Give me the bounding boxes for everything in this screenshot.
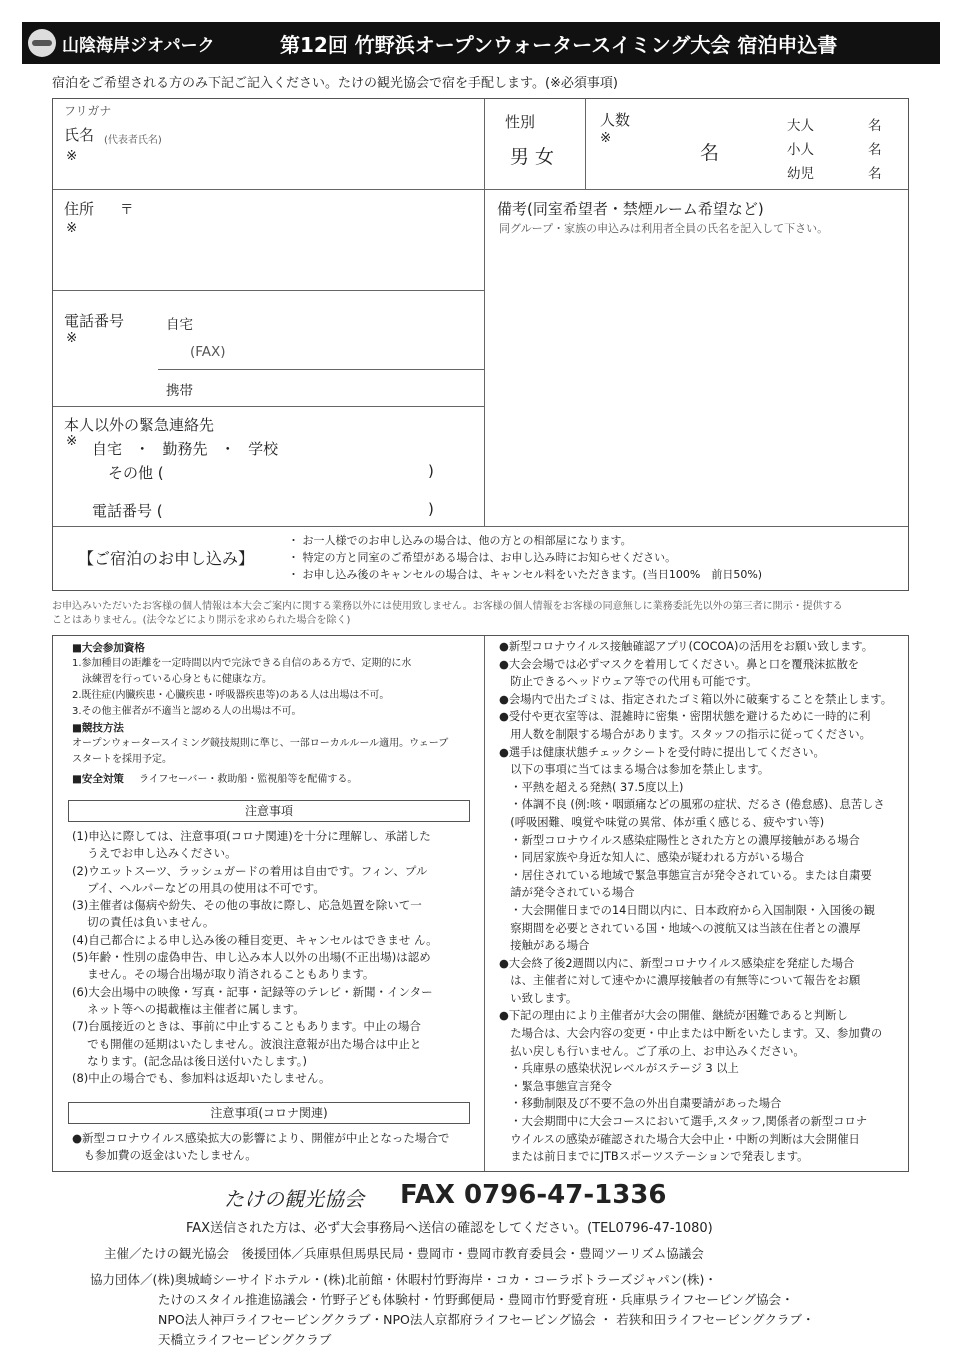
competition-list [72,736,477,768]
rule-line: ・平熱を超える発熱( 37.5度以上) [499,780,684,794]
geopark-name: 山陰海岸ジオパーク [62,36,215,56]
infant-unit: 名 [868,166,882,182]
privacy-line: ことはありません。(法令などにより開示を求められた場合を除く) [52,615,351,626]
phone-label: 電話番号 [64,312,125,330]
coop-line: 協力団体／(株)奥城崎シーサイドホテル・(株)北前館・休暇村竹野海岸・コカ・コーラボトラーズジャパン(株)・ [90,1272,717,1287]
rule-line: ・体調不良 (例:咳・咽頭痛などの風邪の症状、だるさ (倦怠感)、息苦しさ [499,798,885,812]
rule-line: ・兵庫県の感染状況レベルがステージ 3 以上 [499,1062,739,1076]
emergency-options[interactable]: 自宅 ・ 勤務先 ・ 学校 [92,440,279,458]
privacy-line: お申込みいただいたお客様の個人情報は本大会ご案内に関する業務以外には使用致しません。お客様の個人情報をお客様の同意無しに業務委託先以外の第三者に開示・提供する [52,601,843,612]
home-phone-label: 自宅 [166,317,193,333]
rule-line: 2.既往症(内臓疾患・心臓疾患・呼吸器疾患等)のある人は出場は不可。 [72,690,390,701]
divider [484,99,485,527]
caution-line: なります。(記念品は後日送付いたします。) [72,1053,308,1068]
caution-line: (2)ウエットスーツ、ラッシュガードの着用は自由です。フィン、プル [72,863,428,878]
name-label: 氏名 [64,126,95,144]
left-rules [72,640,477,788]
safety-title: ■安全対策 [72,773,124,785]
rule-line: 1.参加種目の距離を一定時間以内で完泳できる自信のある方で、定期的に水 [72,658,412,669]
competition-title: ■競技方法 [72,722,124,734]
other-label: その他 ( [108,464,164,482]
caution-line: (3)主催者は傷病や紛失、その他の事故に際し、応急処置を除いて一 [72,898,422,913]
organizer-line: 主催／たけの観光協会 後援団体／兵庫県但馬県民局・豊岡市・豊岡市教育委員会・豊岡ツーリズム協議会 [104,1246,704,1261]
postal-mark: 〒 [120,202,134,218]
stay-note: ・ 特定の方と同室のご希望がある場合は、お申し込み時にお知らせください。 [288,551,677,564]
rule-line: た場合は、大会内容の変更・中止または中断をいたします。又、参加費の [499,1027,883,1041]
caution-line: ません。その場合出場が取り消されることもあります。 [72,967,375,982]
required-mark: ※ [66,433,78,449]
safety-row [72,768,477,788]
divider [53,526,908,527]
emergency-label: 本人以外の緊急連絡先 [64,416,215,434]
remarks-label: 備考(同室希望者・禁煙ルーム希望など) [497,200,764,218]
coop-line: たけのスタイル推進協議会・竹野子ども体験村・竹野郵便局・豊岡市竹野愛育班・兵庫県ライフセービング協会・ [158,1292,794,1307]
rule-line: ・移動制限及び不要不急の外出自粛要請があった場合 [499,1097,782,1111]
fax-number: FAX 0796-47-1336 [400,1180,667,1210]
rule-line: ●新型コロナウイルス接触確認アプリ(COCOA)の活用をお願い致します。 [499,640,874,653]
remarks-note: 同グループ・家族の申込みは利用者全員の氏名を記入して下さい。 [499,222,829,235]
people-label: 人数 [600,111,631,129]
address-field[interactable] [140,196,476,282]
rule-line: オープンウォータースイミング競技規則に準じ、一部ローカルルール適用。ウェーブ [72,738,449,749]
caution-line: ブイ、ヘルパーなどの用具の使用は不可です。 [72,880,325,895]
emergency-phone-label: 電話番号 ( [92,502,163,520]
caution-line: (7)台風接近のときは、事前に中止することもあります。中止の場合 [72,1019,421,1034]
coop-line: NPO法人神戸ライフセービングクラブ・NPO法人京都府ライフセービング協会 ・ 若狭和田ライフセービングクラブ・ [158,1312,815,1327]
rule-line: ・居住されている地域で緊急事態宣言が発令されている。または自粛要 [499,868,872,882]
right-rules [499,638,903,1166]
rule-line: 用人数を制限する場合があります。スタッフの指示に従ってください。 [499,727,871,741]
rule-line: 3.その他主催者が不適当と認める人の出場は不可。 [72,706,302,717]
geopark-logo-icon [28,29,56,57]
caution-list [72,828,477,1087]
rule-line: ●会場内で出たゴミは、指定されたゴミ箱以外に破棄することを禁止します。 [499,692,893,706]
rule-line: スタートを採用予定。 [72,754,172,765]
rule-line: ●受付や更衣室等は、混雑時に密集・密閉状態を避けるために一時的に利 [499,710,871,724]
adult-unit: 名 [868,118,882,134]
required-mark: ※ [66,148,78,164]
child-unit: 名 [868,142,882,158]
furigana-label: フリガナ [64,104,112,118]
stay-label: 【ご宿泊のお申し込み】 [78,549,255,568]
stay-note: ・ お申し込み後のキャンセルの場合は、キャンセル料をいただきます。(当日100% 前日50%) [288,568,763,581]
rule-line: ●大会会場では必ずマスクを着用してください。鼻と口を覆飛沫拡散を [499,657,860,671]
rule-line: ・同居家族や身近な知人に、感染が疑われる方がいる場合 [499,851,805,865]
divider [53,290,485,291]
rule-line: ・新型コロナウイルス感染症陽性とされた方との濃厚接触がある場合 [499,833,860,847]
caution-title: 注意事項 [68,800,470,822]
caution-line: でも開催の延期はいたしません。波浪注意報が出た場合は中止と [72,1036,422,1051]
coop-list [90,1270,815,1350]
rule-line: 以下の事項に当てはまる場合は参加を禁止します。 [499,763,770,777]
rule-line: は、主催者に対して速やかに濃厚接触者の有無等について報告をお願 [499,974,861,988]
address-label: 住所 [64,200,95,218]
stay-notes [288,532,762,583]
gender-label: 性別 [505,113,536,131]
remarks-field[interactable] [492,240,900,520]
rule-line: ウイルスの感染が確認された場合大会中止・中断の判断は大会開催日 [499,1132,860,1146]
privacy-notice [52,600,843,628]
safety-text: ライフセーバー・救助船・監視船等を配備する。 [139,774,358,785]
rule-line: ・大会期間中に大会コースにおいて選手,スタッフ,関係者の新型コロナ [499,1115,868,1129]
divider [53,189,908,190]
mobile-field[interactable] [220,372,475,402]
other-close-paren: ) [428,462,434,480]
adult-label: 大人 [787,118,814,134]
rule-line: ●大会終了後2週間以内に、新型コロナウイルス感染症を発症した場合 [499,956,855,970]
caution-line: (6)大会出場中の映像・写真・記事・記録等のテレビ・新聞・インター [72,984,433,999]
caution-line: 切の責任は負いません。 [72,915,215,930]
rule-line: 払い戻しも行いません。ご了承の上、お申込みください。 [499,1044,805,1058]
rule-line: 察期間を必要とされている国・地域への渡航又は当該在住者との濃厚 [499,921,861,935]
brand-logo: たけの観光協会 [224,1187,364,1211]
qualification-title: ■大会参加資格 [72,642,145,654]
rule-line: ●選手は健康状態チェックシートを受付時に提出してください。 [499,745,825,759]
required-mark: ※ [66,330,78,346]
rule-line: 泳練習を行っている心身ともに健康な方。 [72,674,272,685]
caution-line: ●新型コロナウイルス感染拡大の影響により、開催が中止となった場合で [72,1131,450,1145]
rule-line: い致します。 [499,991,578,1005]
caution-line: (5)年齢・性別の虚偽申告、申し込み本人以外の出場(不正出場)は認め [72,950,431,965]
required-mark: ※ [66,220,78,236]
people-unit: 名 [700,142,720,164]
fax-notice: FAX送信された方は、必ず大会事務局へ送信の確認をしてください。(TEL0796-47-1080) [186,1221,713,1236]
caution-line: ネット等への掲載権は主催者に属します。 [72,1001,305,1016]
rule-line: 防止できるヘッドウェア等での代用も可能です。 [499,675,758,689]
required-mark: ※ [600,130,612,146]
rule-line: ・大会開催日までの14日間以内に、日本政府から入国制限・入国後の観 [499,903,875,917]
intro-text: 宿泊をご希望される方のみ下記ご記入ください。たけの観光協会で宿を手配します。(※必須事項) [52,76,618,91]
infant-label: 幼児 [787,166,814,182]
coop-line: 天橋立ライフセービングクラブ [158,1332,332,1347]
rule-line: ・緊急事態宣言発令 [499,1079,612,1093]
name-sub-label: (代表者氏名) [104,135,162,146]
mobile-label: 携帯 [166,383,193,399]
page-title: 第12回 竹野浜オープンウォータースイミング大会 宿泊申込書 [280,33,838,57]
caution-line: (1)申込に際しては、注意事項(コロナ関連)を十分に理解し、承諾した [72,829,431,843]
rule-line: または前日までにJTBスポーツステーションで発表します。 [499,1150,809,1164]
emergency-phone-close-paren: ) [428,500,434,518]
caution-line: (8)中止の場合でも、参加料は返却いたしません。 [72,1071,331,1086]
gender-options[interactable]: 男 女 [510,146,555,168]
fax-label: (FAX) [190,344,226,360]
caution-line: (4)自己都合による申し込み後の種目変更、キャンセルはできませ ん。 [72,932,438,947]
name-field[interactable] [175,118,475,178]
stay-note: ・ お一人様でのお申し込みの場合は、他の方との相部屋になります。 [288,534,632,547]
qualification-list [72,656,477,720]
divider [53,406,485,407]
divider [158,369,485,370]
caution-line: も参加費の返金はいたしません。 [72,1148,257,1163]
caution-line: うえでお申し込みください。 [72,846,237,861]
corona-caution-list [72,1130,477,1165]
rule-line: 請が発令されている場合 [499,886,635,900]
rule-line: 接触がある場合 [499,939,590,953]
corona-caution-title: 注意事項(コロナ関連) [68,1102,470,1124]
home-phone-field[interactable] [220,306,475,366]
child-label: 小人 [787,142,814,158]
rule-line: (呼吸困難、嗅覚や味覚の異常、体が重く感じる、疲やすい等) [499,815,825,829]
rule-line: ●下記の理由により主催者が大会の開催、継続が困難であると判断し [499,1009,848,1023]
divider [484,636,485,1171]
header-bar [22,22,940,64]
divider [585,99,586,190]
